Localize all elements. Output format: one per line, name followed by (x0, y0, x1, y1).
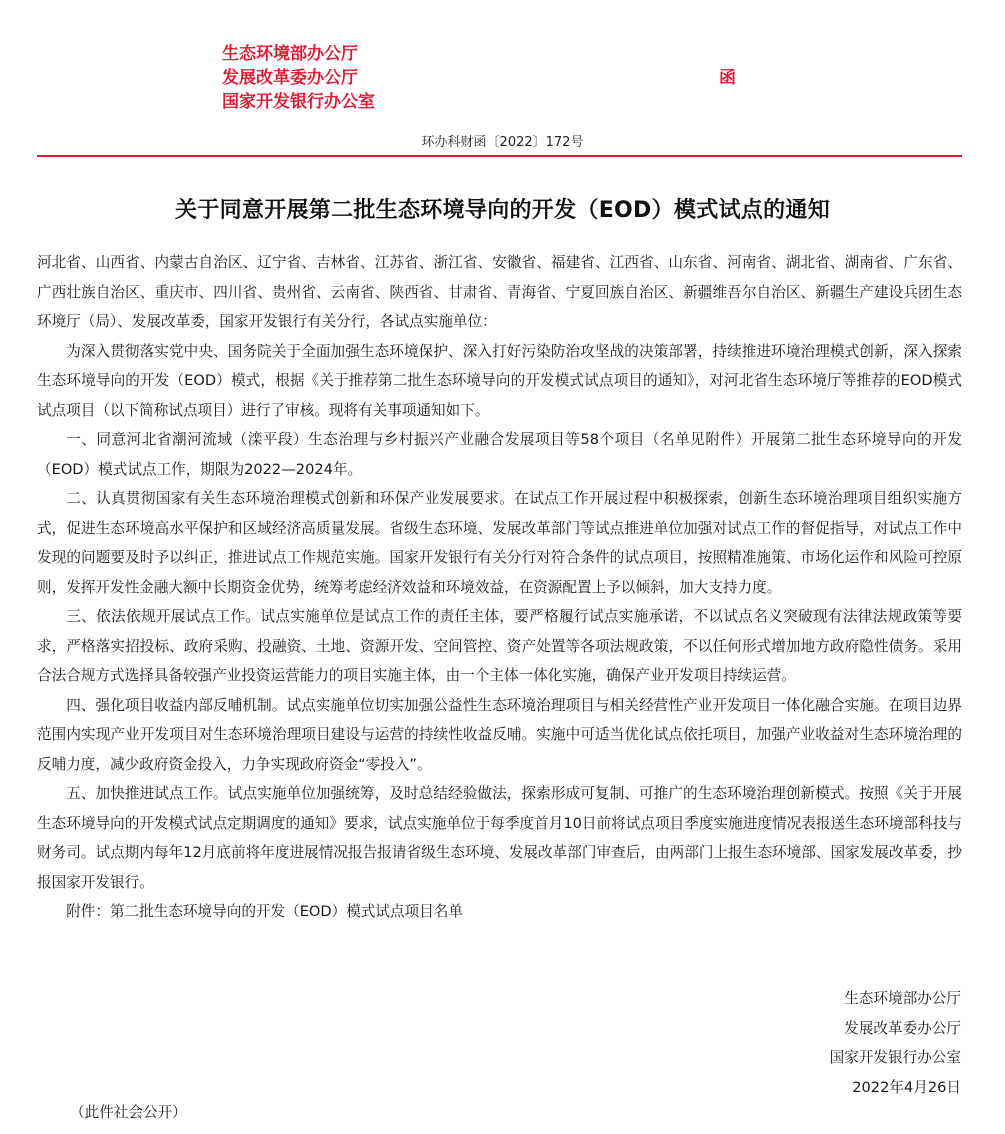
signoff-ecology-office: 生态环境部办公厅 (844, 990, 961, 1007)
item-two-paragraph: 二、认真贯彻国家有关生态环境治理模式创新和环保产业发展要求。在试点工作开展过程中积极探索，创新生态环境治理项目组织实施方式，促进生态环境高水平保护和区域经济高质量发展。省级生态环境、发展改革部门等试点推进单位加强对试点工作的督促指导，对试点工作中发现的问题要及时予以纠正，推进试点工作规范实施。国家开发银行有关分行对符合条件的试点项目，按照精准施策、市场化运作和风险可控原则，发挥开发性金融大额中长期资金优势，统筹考虑经济效益和环境效益，在资源配置上予以倾斜，加大支持力度。 (37, 490, 962, 596)
letter-type-mark: 函 (719, 68, 736, 88)
issuer-cdb-office: 国家开发银行办公室 (222, 92, 375, 112)
document-number: 环办科财函〔2022〕172号 (421, 135, 584, 150)
public-disclosure-note: （此件社会公开） (70, 1104, 187, 1121)
signoff-date: 2022年4月26日 (852, 1078, 961, 1096)
issuer-ecology-office: 生态环境部办公厅 (222, 44, 358, 64)
intro-paragraph: 为深入贯彻落实党中央、国务院关于全面加强生态环境保护、深入打好污染防治攻坚战的决策部署，持续推进环境治理模式创新，深入探索生态环境导向的开发（EOD）模式，根据《关于推荐第二批生态环境导向的开发模式试点项目的通知》，对河北省生态环境厅等推荐的EOD模式试点项目（以下简称试点项目）进行了审核。现将有关事项通知如下。 (37, 342, 962, 419)
document-body (37, 248, 962, 927)
issuing-organizations (222, 42, 375, 114)
document-title: 关于同意开展第二批生态环境导向的开发（EOD）模式试点的通知 (175, 198, 830, 223)
addressee-line: 河北省、山西省、内蒙古自治区、辽宁省、吉林省、江苏省、浙江省、安徽省、福建省、江西省、山东省、河南省、湖北省、湖南省、广东省、广西壮族自治区、重庆市、四川省、贵州省、云南省、陕西省、甘肃省、青海省、宁夏回族自治区、新疆维吾尔自治区、新疆生产建设兵团生态环境厅（局）、发展改革委，国家开发银行有关分行，各试点实施单位： (37, 254, 962, 330)
attachment-line: 附件：第二批生态环境导向的开发（EOD）模式试点项目名单 (66, 903, 463, 920)
item-five-paragraph: 五、加快推进试点工作。试点实施单位加强统筹，及时总结经验做法，探索形成可复制、可推广的生态环境治理创新模式。按照《关于开展生态环境导向的开发模式试点定期调度的通知》要求，试点实施单位于每季度首月10日前将试点项目季度实施进度情况表报送生态环境部科技与财务司。试点期内每年12月底前将年度进展情况报告报请省级生态环境、发展改革部门审查后，由两部门上报生态环境部、国家发展改革委，抄报国家开发银行。 (37, 785, 962, 891)
signoff-cdb-office: 国家开发银行办公室 (829, 1049, 961, 1066)
signoff-block (830, 984, 961, 1102)
red-divider-line (37, 155, 962, 157)
item-four-paragraph: 四、强化项目收益内部反哺机制。试点实施单位切实加强公益性生态环境治理项目与相关经营性产业开发项目一体化融合实施。在项目边界范围内实现产业开发项目对生态环境治理项目建设与运营的持续性收益反哺。实施中可适当优化试点依托项目，加强产业收益对生态环境治理的反哺力度，减少政府资金投入，力争实现政府资金“零投入”。 (37, 696, 962, 773)
item-one-paragraph: 一、同意河北省潮河流域（滦平段）生态治理与乡村振兴产业融合发展项目等58个项目（名单见附件）开展第二批生态环境导向的开发（EOD）模式试点工作，期限为2022—2024年。 (37, 431, 962, 478)
signoff-ndrc-office: 发展改革委办公厅 (844, 1019, 961, 1037)
issuer-ndrc-office: 发展改革委办公厅 (222, 68, 358, 88)
item-three-paragraph: 三、依法依规开展试点工作。试点实施单位是试点工作的责任主体，要严格履行试点实施承诺，不以试点名义突破现有法律法规政策等要求，严格落实招投标、政府采购、投融资、土地、资源开发、空间管控、资产处置等各项法规政策，不以任何形式增加地方政府隐性债务。采用合法合规方式选择具备较强产业投资运营能力的项目实施主体，由一个主体一体化实施，确保产业开发项目持续运营。 (37, 608, 962, 684)
